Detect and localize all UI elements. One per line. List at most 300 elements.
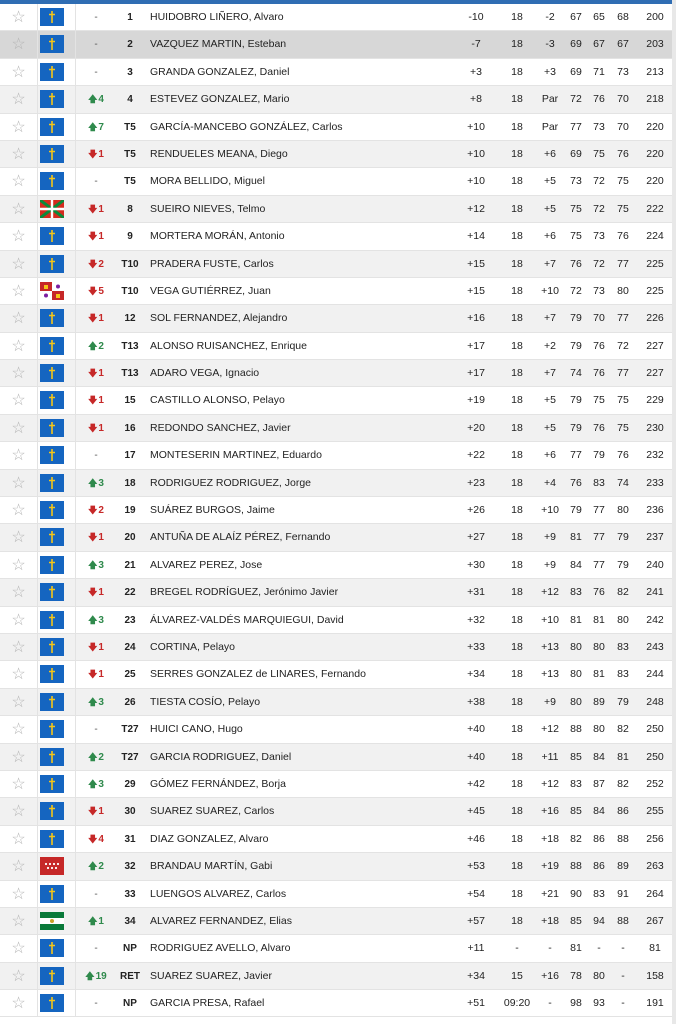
- player-name[interactable]: RENDUELES MEANA, Diego: [150, 147, 288, 160]
- table-row[interactable]: [0, 881, 676, 908]
- arrow-up-icon: 🡅: [85, 970, 95, 981]
- favorite-star-icon[interactable]: ☆: [0, 634, 38, 660]
- round-2-score: 72: [593, 175, 605, 188]
- table-row[interactable]: [0, 634, 676, 661]
- arrow-down-icon: 🡇: [88, 505, 98, 516]
- position: NP: [123, 943, 137, 955]
- position: T5: [124, 121, 136, 133]
- position-movement: [76, 990, 116, 1017]
- holes-played: 18: [511, 421, 523, 434]
- position-movement: [76, 716, 116, 743]
- player-name[interactable]: SUAREZ SUAREZ, Javier: [150, 969, 272, 982]
- arrow-down-icon: 🡇: [88, 669, 98, 680]
- total-score: 225: [646, 284, 664, 297]
- region-flag-cell: [38, 881, 76, 907]
- favorite-star-icon[interactable]: ☆: [0, 4, 38, 30]
- player-name[interactable]: SUAREZ SUAREZ, Carlos: [150, 805, 275, 818]
- round-3-score: 77: [617, 367, 629, 380]
- round-3-score: 74: [617, 476, 629, 489]
- player-name[interactable]: REDONDO SANCHEZ, Javier: [150, 421, 291, 434]
- round-2-score: 73: [593, 230, 605, 243]
- to-par: +12: [467, 202, 485, 215]
- table-row[interactable]: [0, 826, 676, 853]
- favorite-star-icon[interactable]: ☆: [0, 251, 38, 277]
- table-row[interactable]: [0, 86, 676, 113]
- holes-played: 18: [511, 832, 523, 845]
- to-par: +53: [467, 860, 485, 873]
- total-score: 236: [646, 504, 664, 517]
- movement-value: 1: [98, 203, 104, 215]
- position: 2: [127, 39, 133, 51]
- player-name[interactable]: HUICI CANO, Hugo: [150, 723, 243, 736]
- asturias-flag-icon: [40, 172, 64, 190]
- favorite-star-icon[interactable]: ☆: [0, 771, 38, 797]
- holes-played: 18: [511, 394, 523, 407]
- total-score: 225: [646, 257, 664, 270]
- table-row[interactable]: [0, 524, 676, 551]
- total-score: 218: [646, 93, 664, 106]
- asturias-flag-icon: [40, 63, 64, 81]
- total-score: 224: [646, 230, 664, 243]
- region-flag-cell: [38, 86, 76, 112]
- player-name[interactable]: HUIDOBRO LIÑERO, Alvaro: [150, 11, 284, 23]
- table-row[interactable]: [0, 990, 676, 1017]
- movement-value: 1: [98, 532, 104, 544]
- table-row[interactable]: [0, 333, 676, 360]
- position: 29: [124, 778, 136, 790]
- table-row[interactable]: [0, 661, 676, 688]
- position-movement: [76, 305, 116, 332]
- table-row[interactable]: [0, 59, 676, 86]
- round-1-score: 81: [570, 531, 582, 544]
- region-flag-cell: [38, 470, 76, 496]
- asturias-flag-icon: [40, 528, 64, 546]
- movement-value: 3: [98, 559, 104, 571]
- position-movement: [76, 963, 116, 990]
- player-name[interactable]: SUÁREZ BURGOS, Jaime: [150, 504, 275, 517]
- player-name[interactable]: ALVAREZ PEREZ, Jose: [150, 558, 263, 571]
- round-3-score: 88: [617, 914, 629, 927]
- arrow-down-icon: 🡇: [88, 258, 98, 269]
- favorite-star-icon[interactable]: ☆: [0, 990, 38, 1016]
- favorite-star-icon[interactable]: ☆: [0, 442, 38, 468]
- region-flag-cell: [38, 579, 76, 605]
- round-3-score: 77: [617, 257, 629, 270]
- position: 15: [124, 395, 136, 407]
- favorite-star-icon[interactable]: ☆: [0, 86, 38, 112]
- table-row[interactable]: [0, 251, 676, 278]
- player-name[interactable]: GARCIA PRESA, Rafael: [150, 997, 265, 1010]
- today-score: +5: [544, 421, 556, 434]
- total-score: 252: [646, 777, 664, 790]
- movement-value: 4: [98, 94, 104, 106]
- region-flag-cell: [38, 114, 76, 140]
- table-row[interactable]: [0, 223, 676, 250]
- favorite-star-icon[interactable]: ☆: [0, 908, 38, 934]
- favorite-star-icon[interactable]: ☆: [0, 552, 38, 578]
- to-par: +22: [467, 449, 485, 462]
- favorite-star-icon[interactable]: ☆: [0, 744, 38, 770]
- round-3-score: 75: [617, 175, 629, 188]
- favorite-star-icon[interactable]: ☆: [0, 31, 38, 57]
- to-par: +32: [467, 613, 485, 626]
- today-score: +7: [544, 312, 556, 325]
- total-score: 227: [646, 367, 664, 380]
- asturias-flag-icon: [40, 939, 64, 957]
- position-movement: [76, 31, 116, 58]
- arrow-down-icon: 🡇: [88, 641, 98, 652]
- movement-value: 1: [98, 231, 104, 243]
- position: 3: [127, 66, 133, 78]
- today-score: +5: [544, 175, 556, 188]
- round-3-score: 76: [617, 147, 629, 160]
- round-1-score: 79: [570, 339, 582, 352]
- position-movement: [76, 141, 116, 168]
- round-3-score: 70: [617, 120, 629, 133]
- asturias-flag-icon: [40, 35, 64, 53]
- table-row[interactable]: [0, 196, 676, 223]
- favorite-star-icon[interactable]: ☆: [0, 470, 38, 496]
- position-movement: [76, 634, 116, 661]
- round-3-score: 86: [617, 805, 629, 818]
- asturias-flag-icon: [40, 501, 64, 519]
- asturias-flag-icon: [40, 693, 64, 711]
- table-row[interactable]: [0, 607, 676, 634]
- movement-value: 5: [98, 285, 104, 297]
- movement-value: 7: [98, 121, 104, 133]
- asturias-flag-icon: [40, 8, 64, 26]
- favorite-star-icon[interactable]: ☆: [0, 387, 38, 413]
- position: 25: [124, 669, 136, 681]
- favorite-star-icon[interactable]: ☆: [0, 168, 38, 194]
- player-name[interactable]: GARCÍA-MANCEBO GONZÁLEZ, Carlos: [150, 120, 343, 133]
- favorite-star-icon[interactable]: ☆: [0, 59, 38, 85]
- favorite-star-icon[interactable]: ☆: [0, 223, 38, 249]
- position: T13: [121, 340, 139, 352]
- holes-played: 18: [511, 175, 523, 188]
- player-name[interactable]: CASTILLO ALONSO, Pelayo: [150, 394, 285, 407]
- region-flag-cell: [38, 935, 76, 961]
- asturias-flag-icon: [40, 720, 64, 738]
- table-row[interactable]: [0, 771, 676, 798]
- player-name[interactable]: ESTEVEZ GONZALEZ, Mario: [150, 93, 290, 106]
- today-score: +16: [541, 969, 559, 982]
- favorite-star-icon[interactable]: ☆: [0, 716, 38, 742]
- position: T10: [121, 285, 139, 297]
- round-3-score: 76: [617, 230, 629, 243]
- total-score: 226: [646, 312, 664, 325]
- round-2-score: 65: [593, 11, 605, 23]
- asturias-flag-icon: [40, 967, 64, 985]
- total-score: 264: [646, 887, 664, 900]
- round-1-score: 67: [570, 11, 582, 23]
- favorite-star-icon[interactable]: ☆: [0, 333, 38, 359]
- asturias-flag-icon: [40, 474, 64, 492]
- position-movement: [76, 415, 116, 442]
- total-score: 81: [649, 942, 661, 955]
- movement-value: 2: [98, 751, 104, 763]
- table-row[interactable]: [0, 360, 676, 387]
- total-score: 203: [646, 38, 664, 51]
- player-name[interactable]: PRADERA FUSTE, Carlos: [150, 257, 274, 270]
- to-par: +10: [467, 147, 485, 160]
- position: NP: [123, 998, 137, 1010]
- player-name[interactable]: LUENGOS ALVAREZ, Carlos: [150, 887, 287, 900]
- table-row[interactable]: [0, 744, 676, 771]
- movement-value: -: [94, 176, 98, 188]
- region-flag-cell: [38, 31, 76, 57]
- position-movement: [76, 881, 116, 908]
- holes-played: 18: [511, 11, 523, 23]
- favorite-star-icon[interactable]: ☆: [0, 826, 38, 852]
- position: 19: [124, 505, 136, 517]
- table-row[interactable]: [0, 689, 676, 716]
- arrow-up-icon: 🡅: [88, 559, 98, 570]
- favorite-star-icon[interactable]: ☆: [0, 114, 38, 140]
- round-3-score: 75: [617, 202, 629, 215]
- movement-value: 1: [98, 641, 104, 653]
- today-score: +18: [541, 832, 559, 845]
- favorite-star-icon[interactable]: ☆: [0, 853, 38, 879]
- round-3-score: 68: [617, 11, 629, 23]
- position: T10: [121, 258, 139, 270]
- round-2-score: 76: [593, 367, 605, 380]
- to-par: +8: [470, 93, 482, 106]
- holes-played: 18: [511, 531, 523, 544]
- total-score: 243: [646, 640, 664, 653]
- round-1-score: 73: [570, 175, 582, 188]
- player-name[interactable]: TIESTA COSÍO, Pelayo: [150, 695, 261, 708]
- region-flag-cell: [38, 744, 76, 770]
- round-3-score: 81: [617, 750, 629, 763]
- holes-played: 18: [511, 860, 523, 873]
- player-name[interactable]: RODRIGUEZ RODRIGUEZ, Jorge: [150, 476, 312, 489]
- total-score: 158: [646, 969, 664, 982]
- total-score: 263: [646, 860, 664, 873]
- round-3-score: -: [621, 969, 625, 982]
- table-row[interactable]: [0, 935, 676, 962]
- round-2-score: 72: [593, 257, 605, 270]
- player-name[interactable]: GÓMEZ FERNÁNDEZ, Borja: [150, 777, 286, 790]
- favorite-star-icon[interactable]: ☆: [0, 661, 38, 687]
- player-name[interactable]: MORA BELLIDO, Miguel: [150, 175, 265, 188]
- position: 4: [127, 94, 133, 106]
- favorite-star-icon[interactable]: ☆: [0, 607, 38, 633]
- position: T5: [124, 176, 136, 188]
- asturias-flag-icon: [40, 885, 64, 903]
- round-2-score: -: [597, 942, 601, 955]
- player-name[interactable]: GARCIA RODRIGUEZ, Daniel: [150, 750, 292, 763]
- round-3-score: 79: [617, 531, 629, 544]
- round-3-score: 72: [617, 339, 629, 352]
- arrow-down-icon: 🡇: [88, 532, 98, 543]
- table-row[interactable]: [0, 442, 676, 469]
- player-name[interactable]: GRANDA GONZALEZ, Daniel: [150, 65, 290, 78]
- position-movement: [76, 853, 116, 880]
- holes-played: 18: [511, 449, 523, 462]
- position: 32: [124, 861, 136, 873]
- today-score: +12: [541, 586, 559, 599]
- total-score: 250: [646, 723, 664, 736]
- player-name[interactable]: SOL FERNANDEZ, Alejandro: [150, 312, 288, 325]
- region-flag-cell: [38, 963, 76, 989]
- holes-played: 18: [511, 202, 523, 215]
- movement-value: 1: [98, 915, 104, 927]
- position: 20: [124, 532, 136, 544]
- today-score: +7: [544, 257, 556, 270]
- player-name[interactable]: ÁLVAREZ-VALDÉS MARQUIEGUI, David: [150, 613, 344, 626]
- favorite-star-icon[interactable]: ☆: [0, 141, 38, 167]
- today-score: +13: [541, 668, 559, 681]
- position: 1: [127, 12, 133, 23]
- round-3-score: -: [621, 942, 625, 955]
- position-movement: [76, 251, 116, 278]
- holes-played: 18: [511, 805, 523, 818]
- table-row[interactable]: [0, 415, 676, 442]
- player-name[interactable]: VEGA GUTIÉRREZ, Juan: [150, 284, 271, 297]
- arrow-down-icon: 🡇: [88, 203, 98, 214]
- player-name[interactable]: MONTESERIN MARTINEZ, Eduardo: [150, 449, 322, 462]
- round-2-score: 77: [593, 504, 605, 517]
- asturias-flag-icon: [40, 255, 64, 273]
- player-name[interactable]: SUEIRO NIEVES, Telmo: [150, 202, 266, 215]
- player-name[interactable]: CORTINA, Pelayo: [150, 640, 235, 653]
- player-name[interactable]: SERRES GONZALEZ de LINARES, Fernando: [150, 668, 366, 681]
- to-par: +40: [467, 750, 485, 763]
- table-row[interactable]: [0, 31, 676, 58]
- to-par: +34: [467, 969, 485, 982]
- player-name[interactable]: VAZQUEZ MARTIN, Esteban: [150, 38, 287, 51]
- round-3-score: 70: [617, 93, 629, 106]
- table-row[interactable]: [0, 470, 676, 497]
- round-3-score: 79: [617, 695, 629, 708]
- round-2-score: 76: [593, 586, 605, 599]
- round-2-score: 76: [593, 339, 605, 352]
- holes-played: 18: [511, 312, 523, 325]
- asturias-flag-icon: [40, 90, 64, 108]
- favorite-star-icon[interactable]: ☆: [0, 497, 38, 523]
- table-row[interactable]: [0, 963, 676, 990]
- player-name[interactable]: ALONSO RUISANCHEZ, Enrique: [150, 339, 307, 352]
- to-par: +30: [467, 558, 485, 571]
- to-par: +17: [467, 367, 485, 380]
- arrow-down-icon: 🡇: [88, 368, 98, 379]
- favorite-star-icon[interactable]: ☆: [0, 524, 38, 550]
- position: T27: [121, 724, 139, 736]
- table-row[interactable]: [0, 579, 676, 606]
- player-name[interactable]: ALVAREZ FERNANDEZ, Elias: [150, 914, 292, 927]
- table-row[interactable]: [0, 305, 676, 332]
- total-score: 191: [646, 997, 664, 1010]
- position: 8: [127, 203, 133, 215]
- holes-played: 18: [511, 257, 523, 270]
- player-name[interactable]: MORTERA MORÁN, Antonio: [150, 230, 285, 243]
- holes-played: 18: [511, 586, 523, 599]
- favorite-star-icon[interactable]: ☆: [0, 689, 38, 715]
- to-par: +34: [467, 668, 485, 681]
- player-name[interactable]: BRANDAU MARTÍN, Gabi: [150, 860, 273, 873]
- favorite-star-icon[interactable]: ☆: [0, 415, 38, 441]
- favorite-star-icon[interactable]: ☆: [0, 579, 38, 605]
- holes-played: 18: [511, 750, 523, 763]
- round-3-score: 82: [617, 777, 629, 790]
- table-row[interactable]: [0, 4, 676, 31]
- player-name[interactable]: BREGEL RODRÍGUEZ, Jerónimo Javier: [150, 586, 339, 599]
- arrow-down-icon: 🡇: [88, 422, 98, 433]
- leaderboard-rows: [0, 4, 676, 1017]
- position: T13: [121, 368, 139, 380]
- region-flag-cell: [38, 607, 76, 633]
- holes-played: 18: [511, 65, 523, 78]
- position: 23: [124, 614, 136, 626]
- favorite-star-icon[interactable]: ☆: [0, 278, 38, 304]
- player-name[interactable]: ANTUÑA DE ALAÍZ PÉREZ, Fernando: [150, 531, 331, 544]
- table-row[interactable]: [0, 716, 676, 743]
- region-flag-cell: [38, 524, 76, 550]
- region-flag-cell: [38, 771, 76, 797]
- today-score: +10: [541, 284, 559, 297]
- round-3-score: 80: [617, 613, 629, 626]
- holes-played: 18: [511, 38, 523, 51]
- table-row[interactable]: [0, 497, 676, 524]
- asturias-flag-icon: [40, 994, 64, 1012]
- round-3-score: 83: [617, 668, 629, 681]
- favorite-star-icon[interactable]: ☆: [0, 305, 38, 331]
- position-movement: [76, 223, 116, 250]
- player-name[interactable]: ADARO VEGA, Ignacio: [150, 367, 260, 380]
- region-flag-cell: [38, 415, 76, 441]
- table-row[interactable]: [0, 168, 676, 195]
- table-row[interactable]: [0, 798, 676, 825]
- player-name[interactable]: RODRIGUEZ AVELLO, Alvaro: [150, 942, 291, 955]
- movement-value: 3: [98, 477, 104, 489]
- favorite-star-icon[interactable]: ☆: [0, 798, 38, 824]
- table-row[interactable]: [0, 908, 676, 935]
- position-movement: [76, 333, 116, 360]
- table-row[interactable]: [0, 141, 676, 168]
- movement-value: 2: [98, 861, 104, 873]
- to-par: +42: [467, 777, 485, 790]
- favorite-star-icon[interactable]: ☆: [0, 935, 38, 961]
- favorite-star-icon[interactable]: ☆: [0, 360, 38, 386]
- total-score: 267: [646, 914, 664, 927]
- favorite-star-icon[interactable]: ☆: [0, 196, 38, 222]
- asturias-flag-icon: [40, 391, 64, 409]
- movement-value: 1: [98, 368, 104, 380]
- position: 33: [124, 888, 136, 900]
- movement-value: 2: [98, 505, 104, 517]
- round-3-score: 73: [617, 65, 629, 78]
- table-row[interactable]: [0, 552, 676, 579]
- position-movement: [76, 689, 116, 716]
- round-1-score: 76: [570, 257, 582, 270]
- region-flag-cell: [38, 251, 76, 277]
- scrollbar-track[interactable]: [672, 0, 676, 1024]
- movement-value: 1: [98, 587, 104, 599]
- position-movement: [76, 661, 116, 688]
- position: T5: [124, 148, 136, 160]
- table-row[interactable]: [0, 278, 676, 305]
- favorite-star-icon[interactable]: ☆: [0, 881, 38, 907]
- player-name[interactable]: DIAZ GONZALEZ, Alvaro: [150, 832, 269, 845]
- table-row[interactable]: [0, 387, 676, 414]
- to-par: +45: [467, 805, 485, 818]
- favorite-star-icon[interactable]: ☆: [0, 963, 38, 989]
- table-row[interactable]: [0, 114, 676, 141]
- position-movement: [76, 552, 116, 579]
- total-score: 240: [646, 558, 664, 571]
- table-row[interactable]: [0, 853, 676, 880]
